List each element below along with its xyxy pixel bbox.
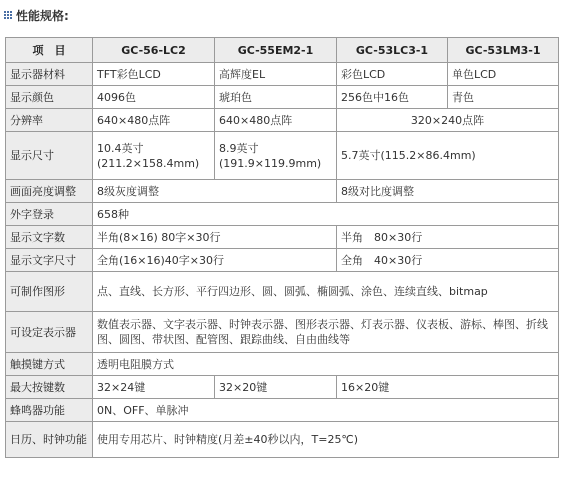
row-label: 显示文字尺寸 (6, 249, 93, 272)
table-row-text-count (6, 226, 559, 249)
row-label: 可设定表示器 (6, 312, 93, 353)
cell-gc56-gc55: 半角(8×16) 80字×30行 (93, 226, 337, 249)
table-row-touch-method (6, 353, 559, 376)
cell-line: 8.9英寸 (219, 141, 259, 155)
table-row-external-chars (6, 203, 559, 226)
header-gc-53lc3-1: GC-53LC3-1 (337, 38, 448, 63)
row-label: 显示颜色 (6, 86, 93, 109)
table-row-shapes (6, 272, 559, 312)
grid-icon (4, 11, 13, 20)
cell-gc53: 320×240点阵 (337, 109, 559, 132)
cell-line: 10.4英寸 (97, 141, 144, 155)
header-gc-53lm3-1: GC-53LM3-1 (448, 38, 559, 63)
cell-all: 点、直线、长方形、平行四边形、圆、圆弧、椭圆弧、涂色、连续直线、bitmap (93, 272, 559, 312)
row-label: 显示尺寸 (6, 132, 93, 180)
table-row-display-color (6, 86, 559, 109)
table-row-calendar (6, 422, 559, 458)
cell-all: 使用专用芯片、时钟精度(月差±40秒以内，T=25℃) (93, 422, 559, 458)
header-gc-56-lc2: GC-56-LC2 (93, 38, 215, 63)
cell-gc55: 640×480点阵 (215, 109, 337, 132)
cell-gc55: 32×20键 (215, 376, 337, 399)
row-label: 画面亮度调整 (6, 180, 93, 203)
table-row-text-size (6, 249, 559, 272)
cell-gc56: 640×480点阵 (93, 109, 215, 132)
table-row-indicators (6, 312, 559, 353)
section-title: 性能规格: (16, 8, 69, 23)
row-label: 显示器材料 (6, 63, 93, 86)
section-header (4, 6, 69, 24)
cell-all: 数值表示器、文字表示器、时钟表示器、图形表示器、灯表示器、仪表板、游标、棒图、折线图、圆图、带状图、配管图、跟踪曲线、自由曲线等 (93, 312, 559, 353)
cell-gc53lm3: 单色LCD (448, 63, 559, 86)
table-row-max-keys (6, 376, 559, 399)
cell-gc53: 16×20键 (337, 376, 559, 399)
header-gc-55em2-1: GC-55EM2-1 (215, 38, 337, 63)
cell-gc55: 高辉度EL (215, 63, 337, 86)
row-label: 外字登录 (6, 203, 93, 226)
cell-gc56-gc55: 全角(16×16)40字×30行 (93, 249, 337, 272)
row-label: 分辨率 (6, 109, 93, 132)
row-label: 可制作图形 (6, 272, 93, 312)
specs-table (5, 37, 559, 458)
table-header-row (6, 38, 559, 63)
table-row-display-size (6, 132, 559, 180)
cell-gc53: 全角 40×30行 (337, 249, 559, 272)
cell-gc53lc3: 彩色LCD (337, 63, 448, 86)
cell-gc55 (215, 132, 337, 180)
cell-all: 658种 (93, 203, 559, 226)
cell-gc53: 5.7英寸(115.2×86.4mm) (337, 132, 559, 180)
cell-all: 透明电阻膜方式 (93, 353, 559, 376)
header-item: 项 目 (6, 38, 93, 63)
cell-line: (191.9×119.9mm) (219, 156, 322, 170)
cell-gc56: 32×24键 (93, 376, 215, 399)
cell-gc53lm3: 青色 (448, 86, 559, 109)
row-label: 日历、时钟功能 (6, 422, 93, 458)
cell-gc53: 8级对比度调整 (337, 180, 559, 203)
cell-gc56-gc55: 8级灰度调整 (93, 180, 337, 203)
cell-gc55: 琥珀色 (215, 86, 337, 109)
cell-gc56: 4096色 (93, 86, 215, 109)
table-row-resolution (6, 109, 559, 132)
table-row-display-material (6, 63, 559, 86)
row-label: 最大按键数 (6, 376, 93, 399)
cell-gc56 (93, 132, 215, 180)
row-label: 蜂鸣器功能 (6, 399, 93, 422)
cell-gc56: TFT彩色LCD (93, 63, 215, 86)
cell-all: 0N、OFF、单脉冲 (93, 399, 559, 422)
row-label: 显示文字数 (6, 226, 93, 249)
cell-gc53lc3: 256色中16色 (337, 86, 448, 109)
row-label: 触摸键方式 (6, 353, 93, 376)
cell-line: (211.2×158.4mm) (97, 156, 200, 170)
table-row-brightness (6, 180, 559, 203)
table-row-buzzer (6, 399, 559, 422)
cell-gc53: 半角 80×30行 (337, 226, 559, 249)
